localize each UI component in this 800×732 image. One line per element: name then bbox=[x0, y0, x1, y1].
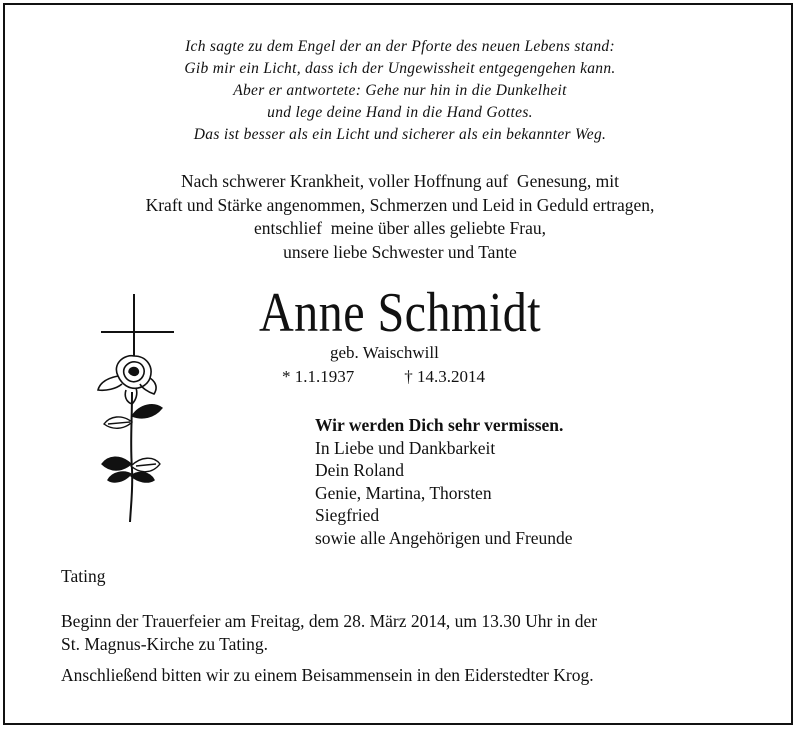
poem bbox=[0, 36, 800, 146]
rose-icon bbox=[96, 294, 176, 524]
birth-date: * 1.1.1937 bbox=[282, 367, 355, 386]
poem-line: Gib mir ein Licht, dass ich der Ungewissheit entgegengehen kann. bbox=[184, 60, 616, 77]
mourners-line: Genie, Martina, Thorsten bbox=[315, 482, 492, 503]
poem-line: Aber er antwortete: Gehe nur hin in die Dunkelheit bbox=[233, 82, 567, 99]
life-dates bbox=[282, 367, 485, 387]
mourners-lead: Wir werden Dich sehr vermissen. bbox=[315, 415, 564, 435]
poem-line: Ich sagte zu dem Engel der an der Pforte des neuen Lebens stand: bbox=[185, 38, 615, 55]
death-date: † 14.3.2014 bbox=[404, 367, 485, 386]
service-info bbox=[61, 610, 751, 655]
mourners-line: sowie alle Angehörigen und Freunde bbox=[315, 527, 573, 548]
intro-text bbox=[0, 170, 800, 264]
gathering-info: Anschließend bitten wir zu einem Beisammensein in den Eiderstedter Krog. bbox=[61, 665, 594, 685]
mourners-line: Dein Roland bbox=[315, 460, 404, 480]
service-line: Beginn der Trauerfeier am Freitag, dem 28. März 2014, um 13.30 Uhr in der bbox=[61, 611, 598, 631]
mourners-block bbox=[315, 414, 573, 549]
place: Tating bbox=[61, 566, 106, 586]
service-line: St. Magnus-Kirche zu Tating. bbox=[61, 633, 268, 654]
mourners-line: Siegfried bbox=[315, 505, 380, 525]
mourners-line: In Liebe und Dankbarkeit bbox=[315, 437, 496, 458]
birth-name: geb. Waischwill bbox=[330, 343, 439, 362]
intro-line: entschlief meine über alles geliebte Frau, bbox=[253, 218, 547, 238]
poem-line: Das ist besser als ein Licht und sicherer als ein bekannter Weg. bbox=[193, 126, 607, 143]
deceased-name: Anne Schmidt bbox=[258, 282, 542, 344]
cross-icon bbox=[101, 294, 174, 366]
poem-line: und lege deine Hand in die Hand Gottes. bbox=[267, 104, 533, 121]
intro-line: Kraft und Stärke angenommen, Schmerzen und Leid in Geduld ertragen, bbox=[145, 194, 655, 215]
intro-line: Nach schwerer Krankheit, voller Hoffnung auf Genesung, mit bbox=[180, 171, 619, 191]
intro-line: unsere liebe Schwester und Tante bbox=[283, 241, 517, 262]
